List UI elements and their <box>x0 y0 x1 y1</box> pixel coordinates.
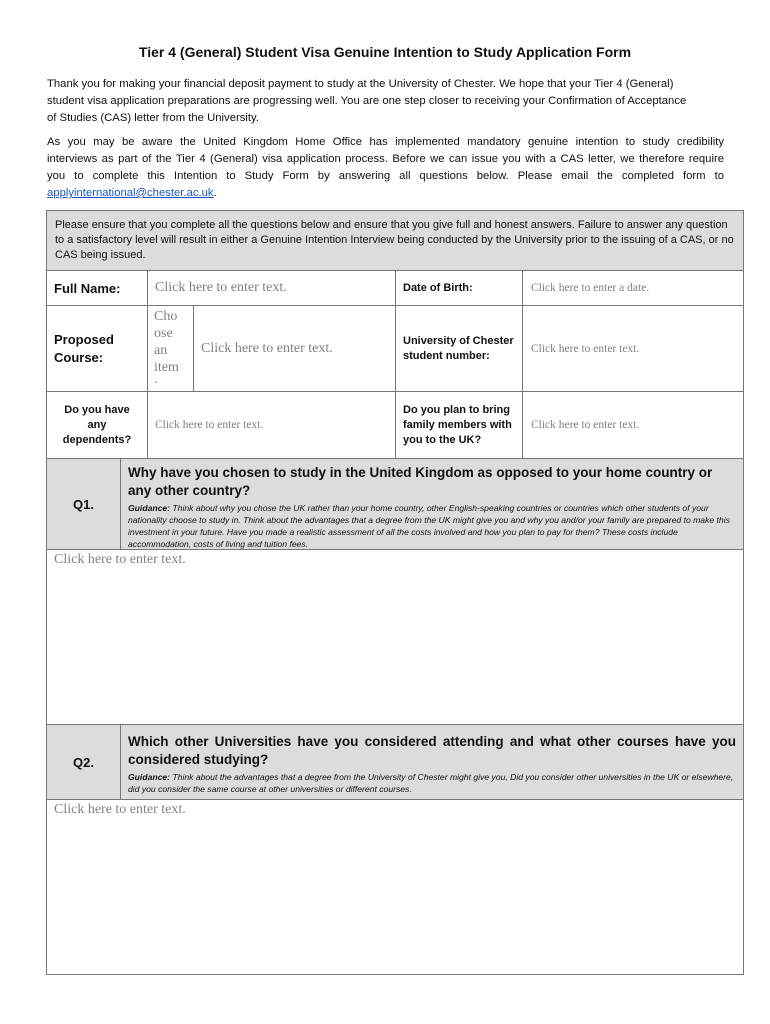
dependents-label-line: Do you have <box>64 403 130 416</box>
full-name-input[interactable] <box>147 270 396 306</box>
full-name-placeholder: Click here to enter text. <box>155 280 287 295</box>
family-input[interactable] <box>522 391 744 459</box>
intro-paragraph-1 <box>47 76 724 127</box>
email-line <box>47 185 724 202</box>
email-suffix: . <box>213 187 217 199</box>
q2-guidance-text: Think about the advantages that a degree from the University of Chester might give you, Did you consider other universities in the UK or elsewhere, did you consider the same course at other universities or different courses. <box>128 772 734 794</box>
dependents-label-line: any <box>87 418 107 431</box>
student-number-input[interactable] <box>522 305 744 392</box>
notice-box: Please ensure that you complete all the questions below and ensure that you give full and honest answers. Failure to answer any question to a satisfactory level will result in either a Genuine Intention Interview being conducted by the University prior to the issuing of a CAS, or no CAS being issued. <box>46 210 744 271</box>
course-placeholder: Click here to enter text. <box>201 340 333 356</box>
page-title: Tier 4 (General) Student Visa Genuine Intention to Study Application Form <box>138 44 632 60</box>
choose-item-text: Cho <box>154 309 178 324</box>
q2-number: Q2. <box>73 754 94 770</box>
dob-label-cell <box>395 270 523 306</box>
family-label-line: family members with <box>403 418 512 431</box>
course-label-line: Proposed <box>54 331 114 347</box>
q1-prompt-cell <box>120 458 744 550</box>
course-label-cell <box>46 305 148 392</box>
intro-p2-line: you to complete this Intention to Study Form by answering all questions below. Please email the completed form to <box>47 170 724 182</box>
dependents-label-line: dependents? <box>62 433 132 446</box>
intro-paragraph-2 <box>47 134 724 202</box>
q1-guidance-label: Guidance: <box>128 503 171 513</box>
dob-placeholder: Click here to enter a date. <box>531 282 650 294</box>
q2-heading: Which other Universities have you considered attending and what other courses have you considered studying? <box>128 734 736 767</box>
family-label-line: you to the UK? <box>403 433 482 446</box>
q1-answer-placeholder: Click here to enter text. <box>54 552 186 567</box>
email-link[interactable]: applyinternational@chester.ac.uk <box>47 187 214 199</box>
student-number-label-cell <box>395 305 523 392</box>
q2-answer-input[interactable] <box>46 799 744 975</box>
q1-guidance-text: Think about why you chose the UK rather than your home country, other English-speaking countries or countries which other students of your nationality choose to study in. Think about the advantages that a degree from the UK might give you and why you and/or your family are prepared to make this investment in your future. Have you made a realistic assessment of all the costs involved and how you plan to pay for them? These costs include accommodation, costs of living and tuition fees. <box>128 503 730 549</box>
course-label-line: Course: <box>54 349 104 365</box>
choose-item-text: ose <box>154 326 173 341</box>
q1-answer-input[interactable] <box>46 549 744 725</box>
q1-heading: Why have you chosen to study in the United Kingdom as opposed to your home country or any other country? <box>128 465 713 498</box>
q2-answer-placeholder: Click here to enter text. <box>54 802 186 817</box>
choose-item-text: an <box>154 343 168 358</box>
dependents-placeholder: Click here to enter text. <box>155 419 264 431</box>
dob-label: Date of Birth: <box>403 281 473 294</box>
intro-p1-line: student visa application preparations are progressing well. You are one step closer to receiving your Confirmation of Acceptance <box>47 95 687 107</box>
q2-prompt-cell <box>120 724 744 800</box>
q1-guidance <box>128 502 736 550</box>
q2-number-cell <box>46 724 121 800</box>
dob-input[interactable] <box>522 270 744 306</box>
choose-item-text: item <box>154 360 179 375</box>
family-label-cell <box>395 391 523 459</box>
intro-p2-line: As you may be aware the United Kingdom Home Office has implemented mandatory genuine intention to study credibility <box>47 136 724 148</box>
course-input[interactable] <box>193 305 396 392</box>
family-label-line: Do you plan to bring <box>403 403 510 416</box>
full-name-label-cell <box>46 270 148 306</box>
dependents-label-cell <box>46 391 148 459</box>
dependents-input[interactable] <box>147 391 396 459</box>
course-choose-dropdown[interactable] <box>147 305 194 392</box>
q2-guidance-label: Guidance: <box>128 772 171 782</box>
q1-number-cell <box>46 458 121 550</box>
intro-p2-line: interviews as part of the Tier 4 (General) visa application process. Before we can issue you with a CAS letter, we therefore require <box>47 153 724 165</box>
intro-p1-line: Thank you for making your financial deposit payment to study at the University of Chester. We hope that your Tier 4 (General) <box>47 78 674 90</box>
intro-p1-line: of Studies (CAS) letter from the University. <box>47 112 259 124</box>
q1-number: Q1. <box>73 496 94 512</box>
student-number-label-line: student number: <box>403 349 490 362</box>
q2-guidance <box>128 771 736 795</box>
family-placeholder: Click here to enter text. <box>531 419 640 431</box>
student-number-placeholder: Click here to enter text. <box>531 342 640 355</box>
choose-item-text: . <box>154 372 158 387</box>
student-number-label-line: University of Chester <box>403 334 514 347</box>
full-name-label: Full Name: <box>54 280 121 296</box>
